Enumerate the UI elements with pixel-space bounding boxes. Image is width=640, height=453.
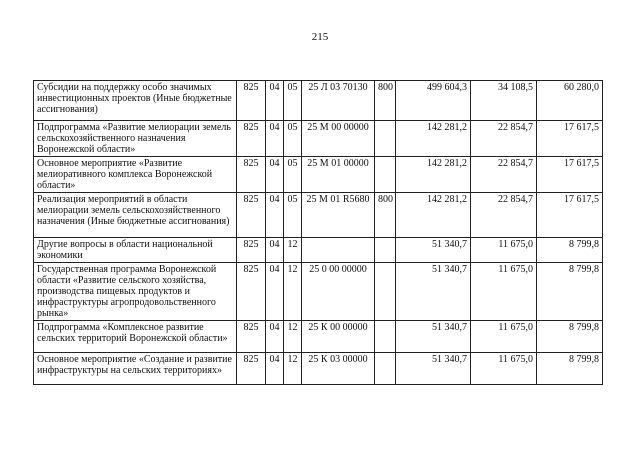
table-row [34, 263, 603, 321]
section-code-cell: 04 [266, 81, 284, 121]
amount-year2-cell: 11 675,0 [471, 353, 537, 385]
row-name-cell: Субсидии на поддержку особо значимых инвестиционных проектов (Иные бюджетные ассигнования) [34, 81, 237, 121]
subsection-code-cell: 12 [284, 321, 302, 353]
page-number: 215 [311, 31, 329, 43]
table-row [34, 353, 603, 385]
amount-year3-cell: 8 799,8 [537, 321, 603, 353]
row-name-cell: Основное мероприятие «Создание и развитие инфраструктуры на сельских территориях» [34, 353, 237, 385]
amount-year3-cell: 8 799,8 [537, 353, 603, 385]
table-body [34, 81, 603, 385]
section-code-cell: 04 [266, 238, 284, 263]
ministry-code-cell: 825 [237, 353, 266, 385]
expense-type-cell [375, 121, 396, 157]
amount-year3-cell: 17 617,5 [537, 193, 603, 238]
amount-year1-cell: 51 340,7 [396, 263, 471, 321]
subsection-code-cell: 05 [284, 121, 302, 157]
amount-year1-cell: 142 281,2 [396, 193, 471, 238]
amount-year2-cell: 22 854,7 [471, 193, 537, 238]
target-article-cell: 25 К 00 00000 [302, 321, 375, 353]
amount-year2-cell: 34 108,5 [471, 81, 537, 121]
section-code-cell: 04 [266, 193, 284, 238]
amount-year1-cell: 142 281,2 [396, 157, 471, 193]
amount-year1-cell: 51 340,7 [396, 238, 471, 263]
row-name-cell: Подпрограмма «Развитие мелиорации земель сельскохозяйственного назначения Воронежской области» [34, 121, 237, 157]
ministry-code-cell: 825 [237, 193, 266, 238]
subsection-code-cell: 12 [284, 238, 302, 263]
row-name-cell: Государственная программа Воронежской области «Развитие сельского хозяйства, производства пищевых продуктов и инфраструктуры агропродовольственного рынка» [34, 263, 237, 321]
amount-year1-cell: 51 340,7 [396, 353, 471, 385]
subsection-code-cell: 12 [284, 353, 302, 385]
amount-year3-cell: 60 280,0 [537, 81, 603, 121]
target-article-cell: 25 М 01 00000 [302, 157, 375, 193]
subsection-code-cell: 05 [284, 81, 302, 121]
amount-year1-cell: 499 604,3 [396, 81, 471, 121]
amount-year3-cell: 8 799,8 [537, 263, 603, 321]
row-name-cell: Реализация мероприятий в области мелиорации земель сельскохозяйственного назначения (Иные бюджетные ассигнования) [34, 193, 237, 238]
ministry-code-cell: 825 [237, 121, 266, 157]
section-code-cell: 04 [266, 157, 284, 193]
ministry-code-cell: 825 [237, 81, 266, 121]
amount-year2-cell: 22 854,7 [471, 121, 537, 157]
amount-year1-cell: 142 281,2 [396, 121, 471, 157]
section-code-cell: 04 [266, 321, 284, 353]
target-article-cell [302, 238, 375, 263]
ministry-code-cell: 825 [237, 238, 266, 263]
amount-year2-cell: 22 854,7 [471, 157, 537, 193]
row-name-cell: Другие вопросы в области национальной экономики [34, 238, 237, 263]
amount-year3-cell: 17 617,5 [537, 157, 603, 193]
target-article-cell: 25 М 01 R5680 [302, 193, 375, 238]
amount-year3-cell: 17 617,5 [537, 121, 603, 157]
amount-year3-cell: 8 799,8 [537, 238, 603, 263]
table-row [34, 321, 603, 353]
expense-type-cell [375, 353, 396, 385]
table-row [34, 193, 603, 238]
subsection-code-cell: 05 [284, 157, 302, 193]
table-row [34, 81, 603, 121]
ministry-code-cell: 825 [237, 321, 266, 353]
budget-table [33, 80, 603, 385]
row-name-cell: Подпрограмма «Комплексное развитие сельских территорий Воронежской области» [34, 321, 237, 353]
table-row [34, 157, 603, 193]
table-row [34, 121, 603, 157]
expense-type-cell [375, 321, 396, 353]
subsection-code-cell: 12 [284, 263, 302, 321]
amount-year2-cell: 11 675,0 [471, 238, 537, 263]
expense-type-cell: 800 [375, 193, 396, 238]
expense-type-cell [375, 263, 396, 321]
amount-year2-cell: 11 675,0 [471, 321, 537, 353]
section-code-cell: 04 [266, 353, 284, 385]
target-article-cell: 25 Л 03 70130 [302, 81, 375, 121]
row-name-cell: Основное мероприятие «Развитие мелиоративного комплекса Воронежской области» [34, 157, 237, 193]
subsection-code-cell: 05 [284, 193, 302, 238]
amount-year2-cell: 11 675,0 [471, 263, 537, 321]
ministry-code-cell: 825 [237, 263, 266, 321]
target-article-cell: 25 М 00 00000 [302, 121, 375, 157]
expense-type-cell [375, 238, 396, 263]
ministry-code-cell: 825 [237, 157, 266, 193]
target-article-cell: 25 К 03 00000 [302, 353, 375, 385]
amount-year1-cell: 51 340,7 [396, 321, 471, 353]
section-code-cell: 04 [266, 121, 284, 157]
section-code-cell: 04 [266, 263, 284, 321]
target-article-cell: 25 0 00 00000 [302, 263, 375, 321]
expense-type-cell: 800 [375, 81, 396, 121]
table-row [34, 238, 603, 263]
expense-type-cell [375, 157, 396, 193]
